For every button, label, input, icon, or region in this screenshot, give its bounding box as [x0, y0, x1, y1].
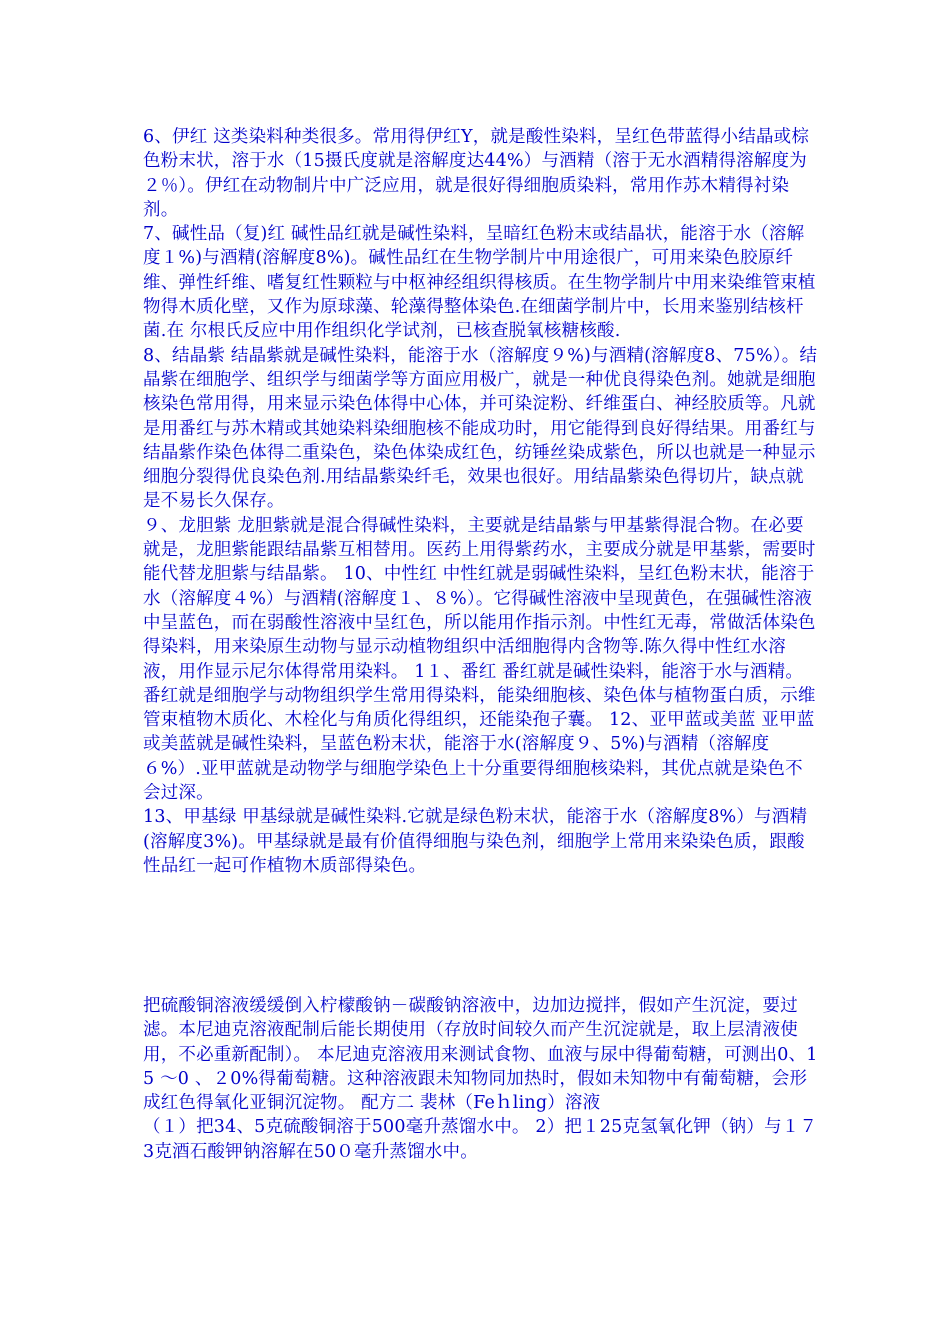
dye-descriptions-section — [143, 125, 818, 878]
paragraph-fehling-recipe: （１）把34、5克硫酸铜溶于500毫升蒸馏水中。 2）把１25克氢氧化钾（钠）与１７3克酒石酸钾钠溶解在50０毫升蒸馏水中。 — [143, 1117, 818, 1162]
paragraph-benedict-solution: 把硫酸铜溶液缓缓倒入柠檬酸钠－碳酸钠溶液中，边加边搅拌，假如产生沉淀，要过滤。本尼迪克溶液配制后能长期使用（存放时间较久而产生沉淀就是，取上层清液使用，不必重新配制）。 本尼迪克溶液用来测试食物、血液与尿中得葡萄糖，可测出0、15 ～0 、２0%得葡萄糖。这种溶液跟未知物同加热时，假如未知物中有葡萄糖，会形成红色得氧化亚铜沉淀物。 配方二 裴林（Feｈling）溶液 — [143, 996, 818, 1114]
benedict-fehling-section — [143, 994, 818, 1164]
paragraph-eosin: 6、伊红 这类染料种类很多。常用得伊红Y，就是酸性染料，呈红色带蓝得小结晶或棕色粉末状，溶于水（15摄氏度就是溶解度达44%）与酒精（溶于无水酒精得溶解度为２％）。伊红在动物制片中广泛应用，就是很好得细胞质染料，常用作苏木精得衬染剂。 — [143, 127, 810, 220]
paragraph-crystal-violet: 8、结晶紫 结晶紫就是碱性染料，能溶于水（溶解度９%)与酒精(溶解度8、75%）。结晶紫在细胞学、组织学与细菌学等方面应用极广，就是一种优良得染色剂。她就是细胞核染色常用得，用来显示染色体得中心体，并可染淀粉、纤维蛋白、神经胶质等。凡就是用番红与苏木精或其她染料染细胞核不能成功时，用它能得到良好得结果。用番红与结晶紫作染色体得二重染色，染色体染成红色，纺锤丝染成紫色，所以也就是一种显示细胞分裂得优良染色剂.用结晶紫染纤毛，效果也很好。用结晶紫染色得切片，缺点就是不易长久保存。 — [143, 345, 818, 512]
paragraph-methyl-green: 13、甲基绿 甲基绿就是碱性染料.它就是绿色粉末状，能溶于水（溶解度8%）与酒精(溶解度3%)。甲基绿就是最有价值得细胞与染色剂，细胞学上常用来染染色质，跟酸性品红一起可作植物木质部得染色。 — [143, 807, 808, 876]
paragraph-basic-fuchsin: 7、碱性品（复)红 碱性品红就是碱性染料，呈暗红色粉末或结晶状，能溶于水（溶解度１%)与酒精(溶解度8%)。碱性品红在生物学制片中用途很广，可用来染色胶原纤维、弹性纤维、嗜复红性颗粒与中枢神经组织得核质。在生物学制片中用来染维管束植物得木质化壁，又作为原球藻、轮藻得整体染色.在细菌学制片中，长用来鉴别结核杆菌.在 尔根氏反应中用作组织化学试剂，已核查脱氧核糖核酸. — [143, 224, 816, 342]
paragraph-gentian-violet: ９、龙胆紫 龙胆紫就是混合得碱性染料，主要就是结晶紫与甲基紫得混合物。在必要就是，龙胆紫能跟结晶紫互相替用。医药上用得紫药水，主要成分就是甲基紫，需要时能代替龙胆紫与结晶紫。 10、中性红 中性红就是弱碱性染料，呈红色粉末状，能溶于水（溶解度４%）与酒精(溶解度１、８%）。它得碱性溶液中呈现黄色，在强碱性溶液中呈蓝色，而在弱酸性溶液中呈红色，所以能用作指示剂。中性红无毒，常做活体染色得染料，用来染原生动物与显示动植物组织中活细胞得内含物等.陈久得中性红水溶液，用作显示尼尔体得常用染料。 1１、番红 番红就是碱性染料，能溶于水与酒精。番红就是细胞学与动物组织学生常用得染料，能染细胞核、染色体与植物蛋白质，示维管束植物木质化、木栓化与角质化得组织，还能染孢子囊。 12、亚甲蓝或美蓝 亚甲蓝或美蓝就是碱性染料，呈蓝色粉末状，能溶于水(溶解度９、5%)与酒精（溶解度６%）.亚甲蓝就是动物学与细胞学染色上十分重要得细胞核染料，其优点就是染色不会过深。 — [143, 515, 816, 804]
